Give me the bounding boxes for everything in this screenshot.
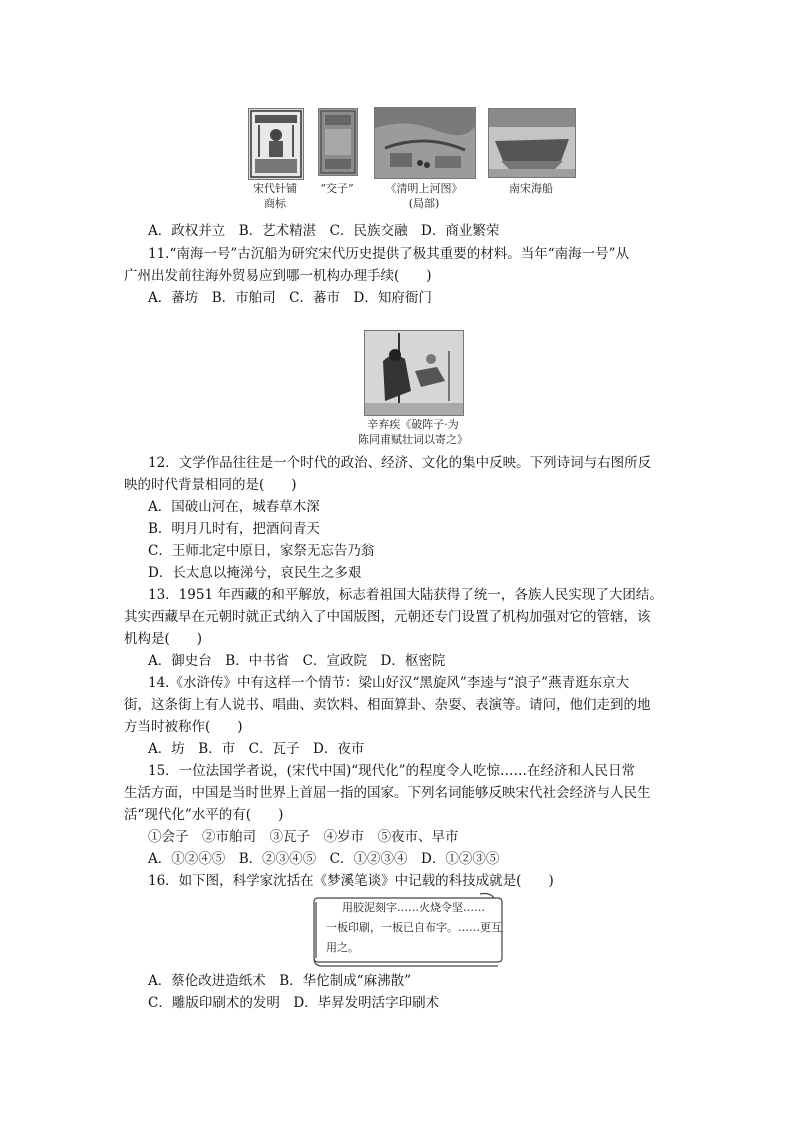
caption-line: 商标 — [264, 197, 286, 210]
q15-options: A．①②④⑤ B．②③④⑤ C．①②③④ D．①②③⑤ — [148, 851, 500, 867]
caption-xin-qiji — [348, 417, 478, 447]
xin-qiji-illustration — [364, 330, 464, 416]
caption-line: (局部) — [408, 197, 440, 210]
q13-stem-cont: 其实西藏早在元朝时就正式纳入了中国版图，元朝还专门设置了机构加强对它的管辖，该 — [124, 609, 651, 625]
needle-shop-trademark-image — [248, 108, 304, 180]
caption-jiaozi — [305, 181, 369, 196]
q14-stem-cont: 街，这条街上有人说书、唱曲、卖饮料、相面算卦、杂耍、表演等。请问，他们走到的地 — [124, 697, 651, 713]
q15-items: ①会子 ②市舶司 ③瓦子 ④岁市 ⑤夜市、早市 — [148, 829, 459, 845]
q12-option-c: C．王师北定中原日，家祭无忘告乃翁 — [148, 543, 375, 559]
caption-qingming — [370, 181, 478, 211]
caption-ship — [488, 181, 574, 196]
caption-line: 辛弃疾《破阵子·为 — [367, 418, 459, 431]
mengxi-bitan-scroll — [312, 892, 504, 968]
q13-stem-cont2: 机构是( ) — [124, 631, 203, 647]
q12-stem: 12．文学作品往往是一个时代的政治、经济、文化的集中反映。下列诗词与右图所反 — [148, 455, 652, 471]
q11-stem: 11.“南海一号”古沉船为研究宋代历史提供了极其重要的材料。当年“南海一号”从 — [148, 246, 630, 262]
southern-song-ship-image — [488, 108, 576, 178]
q15-stem: 15．一位法国学者说，(宋代中国)“现代化”的程度令人吃惊……在经济和人民日常 — [148, 763, 636, 779]
q12-option-d: D．长太息以掩涕兮，哀民生之多艰 — [148, 565, 362, 581]
caption-line: “交子” — [320, 182, 354, 195]
q16-stem: 16．如下图，科学家沈括在《梦溪笔谈》中记载的科技成就是( ) — [148, 873, 554, 889]
caption-line: 陈同甫赋壮词以寄之》 — [358, 433, 468, 446]
q12-stem-cont: 映的时代背景相同的是( ) — [124, 477, 297, 493]
q16-options-1: A．蔡伦改进造纸术 B．华佗制成“麻沸散” — [148, 973, 411, 989]
caption-line: 南宋海船 — [509, 182, 553, 195]
q13-options: A．御史台 B．中书省 C．宣政院 D．枢密院 — [148, 653, 446, 669]
caption-line: 宋代针铺 — [253, 182, 297, 195]
q14-stem: 14.《水浒传》中有这样一个情节：梁山好汉“黑旋风”李逵与“浪子”燕青逛东京大 — [148, 675, 630, 691]
q14-stem-cont2: 方当时被称作( ) — [124, 719, 243, 735]
q13-stem: 13．1951 年西藏的和平解放，标志着祖国大陆获得了统一，各族人民实现了大团结。 — [148, 587, 663, 603]
qingming-scroll-image — [374, 107, 476, 179]
scroll-line-2: 一板印刷，一板已自布字。……更互 — [326, 921, 502, 934]
q11-stem-cont: 广州出发前往海外贸易应到哪一机构办理手续( ) — [124, 268, 432, 284]
q12-option-b: B．明月几时有，把酒问青天 — [148, 521, 320, 537]
q14-options: A．坊 B．市 C．瓦子 D．夜市 — [148, 741, 365, 757]
q15-stem-cont2: 活“现代化”水平的有( ) — [124, 807, 284, 823]
q12-option-a: A．国破山河在，城春草木深 — [148, 499, 320, 515]
q11-options: A．蕃坊 B．市舶司 C．蕃市 D．知府衙门 — [148, 290, 432, 306]
caption-line: 《清明上河图》 — [385, 182, 463, 195]
q10-options: A．政权并立 B．艺术精湛 C．民族交融 D．商业繁荣 — [148, 223, 500, 239]
scroll-line-3: 用之。 — [326, 941, 359, 954]
scroll-line-1: 用胶泥刻字……火烧令坚…… — [342, 901, 485, 914]
caption-needle-shop — [240, 181, 310, 211]
q16-options-2: C．雕版印刷术的发明 D．毕昇发明活字印刷术 — [148, 995, 440, 1011]
jiaozi-banknote-image — [318, 108, 358, 176]
q15-stem-cont: 生活方面，中国是当时世界上首屈一指的国家。下列名词能够反映宋代社会经济与人民生 — [124, 785, 651, 801]
